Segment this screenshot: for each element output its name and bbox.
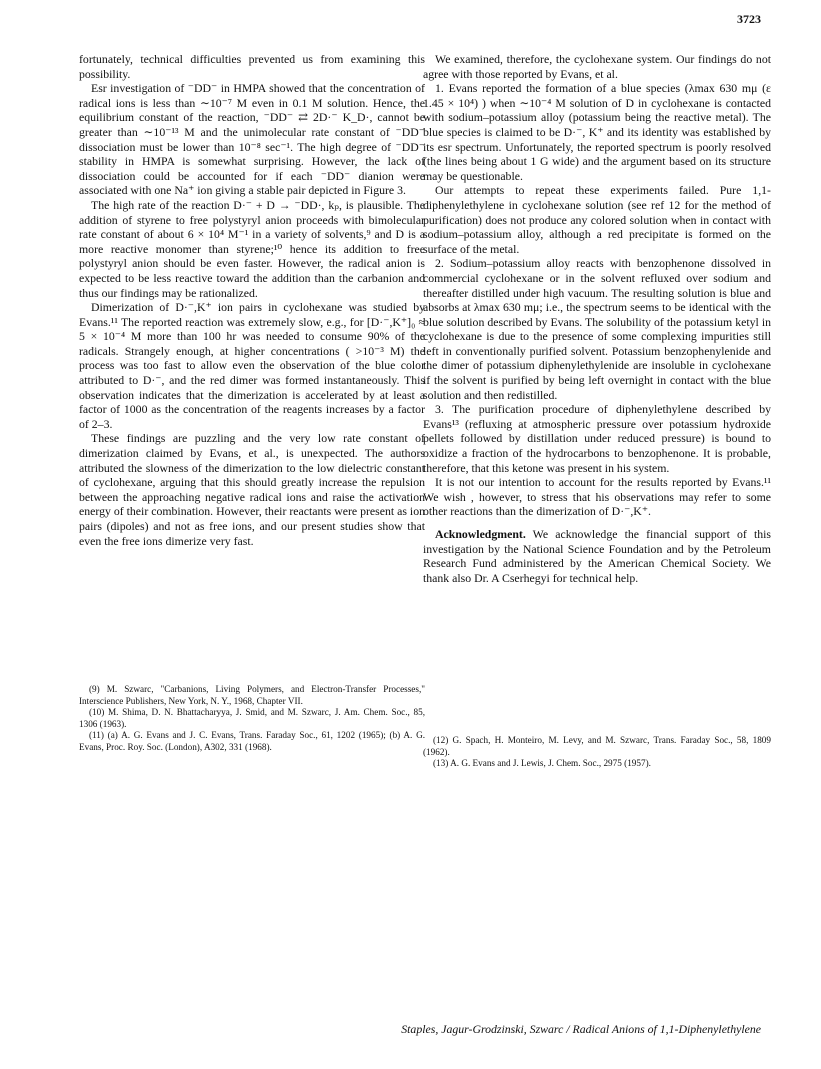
acknowledgment-text: We acknowledge the financial support of this investigation by the National Science Foundation and by the Petroleum Research Fund administered by the American Chemical Society. We thank also Dr. A Cserhegyi for technical help. [423,527,771,585]
footnote-10: (10) M. Shima, D. N. Bhattacharyya, J. Smid, and M. Szwarc, J. Am. Chem. Soc., 85, 1306 (1963). [79,707,425,729]
acknowledgment-heading: Acknowledgment. [435,527,526,541]
paragraph: We examined, therefore, the cyclohexane system. Our findings do not agree with those reported by Evans, et al. [423,52,771,81]
running-footer: Staples, Jagur-Grodzinski, Szwarc / Radical Anions of 1,1-Diphenylethylene [401,1022,761,1036]
footnote-11: (11) (a) A. G. Evans and J. C. Evans, Trans. Faraday Soc., 61, 1202 (1965); (b) A. G. Evans, Proc. Roy. Soc. (London), A302, 331 (1968). [79,730,425,752]
paragraph: 3. The purification procedure of diphenylethylene described by Evans¹³ (refluxing at atmospheric pressure over potassium hydroxide pellets followed by distillation under reduced pressure) is bound to oxidize a fraction of the hydrocarbons to benzophenone. It is probable, therefore, that this ketone was present in his system. [423,402,771,475]
paragraph: Esr investigation of ⁻DD⁻ in HMPA showed that the concentration of radical ions is less than ∼10⁻⁷ M even in 0.1 M solution. Hence, the equilibrium constant of the reaction, ⁻DD⁻ ⇄ 2D·⁻ K_D·, cannot be greater than ∼10⁻¹³ M and the unimolecular rate constant of ⁻DD⁻ dissociation must be lower than 10⁻⁸ sec⁻¹. The high degree of ⁻DD⁻ stability in HMPA is somewhat surprising. However, the lack of dissociation could be accounted for if each ⁻DD⁻ dianion were associated with one Na⁺ ion giving a stable pair depicted in Figure 3. [79,81,425,198]
paragraph: fortunately, technical difficulties prevented us from examining this possibility. [79,52,425,81]
paragraph: 2. Sodium–potassium alloy reacts with benzophenone dissolved in commercial cyclohexane or in the solvent refluxed over sodium and thereafter distilled under high vacuum. The resulting solution is blue and absorbs at λmax 630 mμ; i.e., the spectrum seems to be identical with the blue solution described by Evans. The solubility of the potassium ketyl in cyclohexane is due to the presence of some complexing impurities still left in conventionally purified solvent. Potassium benzophenylenide and the dimer of potassium diphenylethylenide are insoluble in cyclohexane if the solvent is purified by being left overnight in contact with the blue solution and then redistilled. [423,256,771,402]
acknowledgment [423,527,771,585]
right-column [423,52,771,585]
paragraph: Dimerization of D·⁻,K⁺ ion pairs in cyclohexane was studied by Evans.¹¹ The reported reaction was extremely slow, e.g., for [D·⁻,K⁺]₀ ≈ 5 × 10⁻⁴ M more than 100 hr was needed to consume 90% of the radicals. Strangely enough, at higher concentrations ( >10⁻³ M) the process was too fast to allow even the observation of the blue color attributed to D·⁻, and the red dimer was formed instantaneously. This observation indicates that the dimerization is accelerated by at least a factor of 1000 as the concentration of the reagents increases by a factor of 2–3. [79,300,425,431]
paragraph: The high rate of the reaction D·⁻ + D → ⁻DD·, kₚ, is plausible. The addition of styrene to free polystyryl anion proceeds with bimolecular rate constant of about 6 × 10⁴ M⁻¹ in a variety of solvents,⁹ and D is a more reactive monomer than styrene;¹⁰ hence its addition to free polystyryl anion should be even faster. However, the radical anion is expected to be less reactive toward the addition than the carbanion and thus our findings may be rationalized. [79,197,425,300]
page-number: 3723 [737,12,761,26]
footnotes-left [79,684,425,754]
footnote-13: (13) A. G. Evans and J. Lewis, J. Chem. Soc., 2975 (1957). [433,758,651,769]
footnotes-right [423,735,771,770]
footnote-9: (9) M. Szwarc, "Carbanions, Living Polymers, and Electron-Transfer Processes," Interscience Publishers, New York, N. Y., 1968, Chapter VII. [79,684,425,706]
paragraph: 1. Evans reported the formation of a blue species (λmax 630 mμ (ε 1.45 × 10⁴) ) when ∼10⁻⁴ M solution of D in cyclohexane is contacted with sodium–potassium alloy (potassium being the reactive metal). The blue species is claimed to be D·⁻, K⁺ and its identity was established by its esr spectrum. Unfortunately, the reported spectrum is poorly resolved (the lines being about 1 G wide) and the argument based on its structure may be questionable. [423,81,771,183]
paragraph: These findings are puzzling and the very low rate constant of dimerization claimed by Evans, et al., is unexpected. The authors attributed the slowness of the dimerization to the low dielectric constant of cyclohexane, arguing that this should greatly increase the repulsion between the approaching negative radical ions and raise the activation energy of their combination. However, their reactants were present as ion pairs (dipoles) and not as free ions, and our present studies show that even the free ions dimerize very fast. [79,431,425,548]
paragraph: It is not our intention to account for the results reported by Evans.¹¹ We wish , however, to stress that his observations may refer to some other reactions than the dimerization of D·⁻,K⁺. [423,475,771,519]
paragraph: Our attempts to repeat these experiments failed. Pure 1,1-diphenylethylene in cyclohexane solution (see ref 12 for the method of purification) does not produce any colored solution when in contact with sodium–potassium alloy, although a red precipitate is formed on the surface of the metal. [423,183,771,256]
left-column [79,52,425,548]
footnote-12: (12) G. Spach, H. Monteiro, M. Levy, and M. Szwarc, Trans. Faraday Soc., 58, 1809 (1962). [423,735,771,757]
